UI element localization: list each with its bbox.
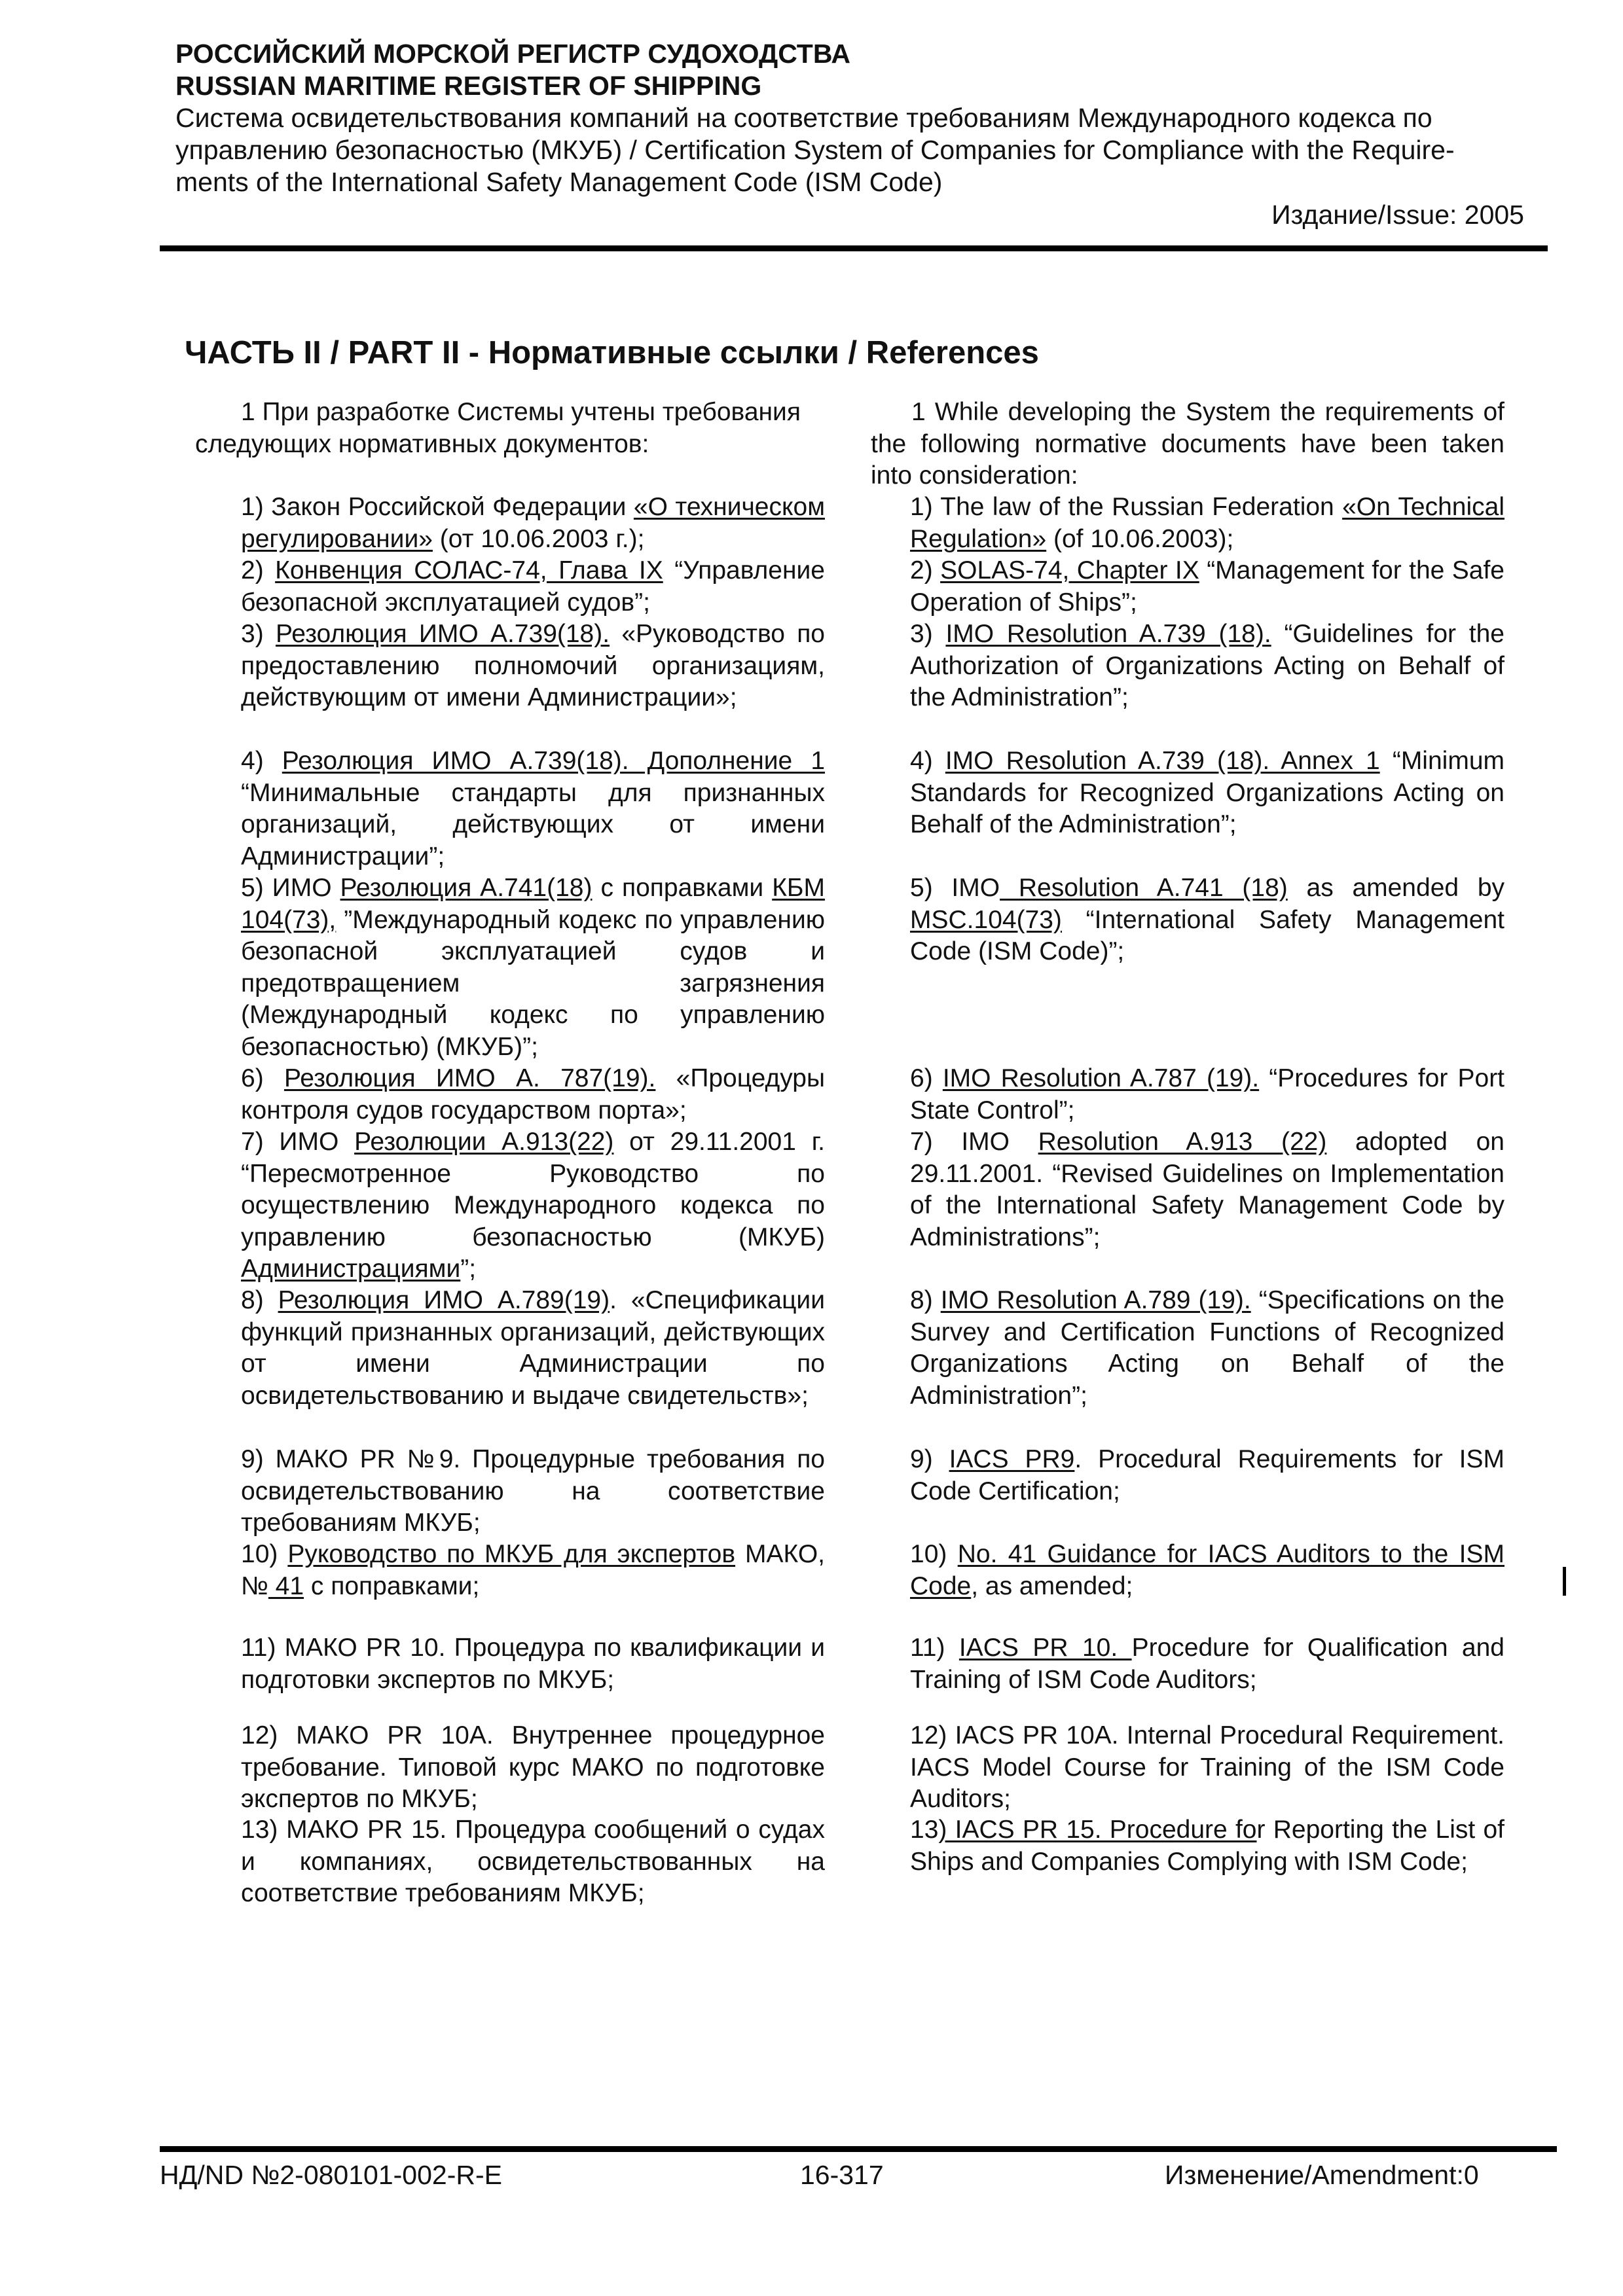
item-text: “Procedures for Port State Control”;	[910, 1064, 1505, 1124]
item-text: «Процедуры контроля судов государством порта»;	[241, 1064, 826, 1124]
ref-item-en-6	[910, 1063, 1504, 1126]
english-column	[871, 397, 1505, 1876]
org-name-en: RUSSIAN MARITIME REGISTER OF SHIPPING	[175, 71, 762, 101]
ref-item-en-11	[910, 1632, 1504, 1696]
item-text: 2)	[241, 556, 276, 584]
intro-en: 1 While developing the System the requirements of the following normative documents have been taken into consideration:	[871, 398, 1504, 490]
reference-link[interactable]: Конвенция СОЛАС-74, Глава IX	[275, 556, 663, 584]
reference-link[interactable]: «О техническом регулировании»	[241, 493, 826, 553]
reference-link[interactable]: SOLAS-74, Chapter IX	[940, 556, 1199, 584]
item-text: “Management for the Safe Operation of Ships”;	[910, 556, 1504, 617]
ref-item-en-13	[910, 1814, 1504, 1878]
item-text: “International Safety Management Code (ISM Code)”;	[910, 905, 1504, 965]
issue-label: Издание/Issue: 2005	[1271, 200, 1524, 230]
item-text: 11)	[910, 1634, 959, 1662]
ref-item-ru-9: 9) МАКО PR №9. Процедурные требования по освидетельствованию на соответствие требованиям МКУБ;	[241, 1445, 825, 1537]
item-text: 2)	[910, 556, 941, 584]
reference-link[interactable]: IMO Resolution A.739 (18).	[945, 620, 1271, 648]
item-text: 13	[910, 1816, 939, 1844]
ref-item-ru-8	[241, 1285, 825, 1412]
ref-item-en-8	[910, 1285, 1504, 1412]
ref-item-en-9	[910, 1444, 1504, 1507]
reference-link[interactable]: MSC.104(73)	[910, 905, 1062, 934]
item-text: 3)	[910, 620, 946, 648]
item-text: . «Спецификации функций признанных организаций, действующих от имени Администрации по освидетельствованию и выдаче свидетельств»;	[241, 1286, 825, 1410]
item-text: 1) The law of the Russian Federation	[910, 493, 1343, 521]
item-text: , as amended;	[971, 1571, 1133, 1600]
item-text: (от 10.06.2003 г.);	[432, 524, 645, 553]
reference-link[interactable]: 41	[268, 1571, 304, 1600]
item-text: 10)	[241, 1540, 288, 1568]
ref-item-ru-11: 11) МАКО PR 10. Процедура по квалификации и подготовки экспертов по МКУБ;	[241, 1634, 825, 1694]
item-text: ”;	[460, 1255, 477, 1283]
ref-item-ru-13: 13) МАКО PR 15. Процедура сообщений о судах и компаниях, освидетельствованных на соответствие требованиям МКУБ;	[241, 1816, 825, 1907]
ref-item-en-7	[910, 1126, 1504, 1253]
item-text: МАКО, №	[241, 1540, 826, 1600]
item-text: 7) IMO	[910, 1128, 1038, 1156]
ref-item-ru-7	[241, 1126, 825, 1285]
ref-item-ru-1	[241, 492, 825, 555]
reference-link[interactable]: ) IACS PR 15. Procedure fo	[938, 1816, 1257, 1844]
item-text: “Specifications on the Survey and Certification Functions of Recognized Organizations Acting on Behalf of the Administration”;	[910, 1286, 1505, 1410]
reference-link[interactable]: Resolution A.741 (18)	[1000, 874, 1288, 902]
revision-change-bar	[1563, 1567, 1566, 1596]
item-text: as amended by	[1287, 874, 1505, 902]
item-text: “Управление безопасной эксплуатацией судов”;	[241, 556, 825, 617]
reference-link[interactable]: Резолюция ИМО А.739(18).	[275, 620, 610, 648]
item-text: 7) ИМО	[241, 1128, 355, 1156]
part-title: ЧАСТЬ II / PART II - Нормативные ссылки / References	[185, 335, 1039, 370]
item-text: 5) ИМО	[241, 874, 340, 902]
item-text: “Минимальные стандарты для признанных организаций, действующих от имени Администрации”;	[241, 778, 825, 870]
ref-item-en-5	[910, 872, 1504, 968]
ref-item-ru-5	[241, 872, 825, 1063]
ref-item-ru-4	[241, 745, 825, 872]
document-header	[175, 38, 1524, 230]
item-text: 8)	[910, 1286, 941, 1314]
item-text: adopted on 29.11.2001. “Revised Guidelines on Implementation of the International Safety Management Code by Administrations”;	[910, 1128, 1504, 1251]
reference-link[interactable]: Резолюция ИМО А.739(18). Дополнение 1	[282, 747, 826, 775]
ref-item-en-1	[910, 492, 1504, 555]
item-text: 4)	[910, 747, 945, 775]
item-text: «Руководство по предоставлению полномочий организациям, действующим от имени Администрации»;	[241, 620, 825, 711]
org-name-ru: РОССИЙСКИЙ МОРСКОЙ РЕГИСТР СУДОХОДСТВА	[175, 39, 851, 69]
reference-link[interactable]: IMO Resolution A.739 (18). Annex 1	[945, 747, 1380, 775]
russian-column	[195, 397, 826, 1907]
item-text: 10)	[910, 1540, 958, 1568]
item-text: . Procedural Requirements for ISM Code Certification;	[910, 1445, 1505, 1505]
item-text: 4)	[241, 747, 282, 775]
system-title-line-1: Система освидетельствования компаний на соответствие требованиям Международного кодекса по	[175, 103, 1432, 133]
item-text: 5) IMO	[910, 874, 1000, 902]
ref-item-en-4	[910, 745, 1504, 841]
item-text: с поправками	[592, 874, 773, 902]
system-title-line-3: ments of the International Safety Management Code (ISM Code)	[175, 167, 943, 197]
reference-link[interactable]: Администрациями	[241, 1255, 461, 1283]
ref-item-en-3	[910, 619, 1504, 714]
item-text: 3)	[241, 620, 276, 648]
system-title-line-2: управлению безопасностью (МКУБ) / Certification System of Companies for Compliance with the Require-	[175, 135, 1455, 165]
reference-link[interactable]: No. 41 Guidance for IACS Auditors to the ISM Code	[910, 1540, 1504, 1600]
item-text: “Minimum Standards for Recognized Organizations Acting on Behalf of the Administration”;	[910, 747, 1504, 838]
ref-item-ru-6	[241, 1063, 825, 1126]
reference-link[interactable]: Резолюция ИМО А.789(19)	[278, 1286, 610, 1314]
ref-item-en-10	[910, 1539, 1504, 1602]
reference-link[interactable]: Резолюция А.741(18)	[340, 874, 593, 902]
ref-item-ru-3	[241, 619, 825, 714]
reference-link[interactable]: Резолюция ИМО А. 787(19).	[283, 1064, 656, 1092]
ref-item-ru-10	[241, 1539, 825, 1602]
ref-item-en-12: 12) IACS PR 10A. Internal Procedural Requirement. IACS Model Course for Training of the ISM Code Auditors;	[910, 1721, 1504, 1813]
item-text: от 29.11.2001 г. “Пересмотренное Руководство по осуществлению Международного кодекса по управлению безопасностью (МКУБ)	[241, 1128, 825, 1251]
item-text: 8)	[241, 1286, 278, 1314]
reference-link[interactable]: Resolution A.913 (22)	[1038, 1128, 1327, 1156]
item-text: 6)	[910, 1064, 943, 1092]
item-text: “Guidelines for the Authorization of Organizations Acting on Behalf of the Administration”;	[910, 620, 1504, 711]
item-text: (of 10.06.2003);	[1046, 524, 1234, 553]
item-text: ”Международный кодекс по управлению безопасной эксплуатацией судов и предотвращением загрязнения (Международный кодекс по управлению безопасностью) (МКУБ)”;	[241, 905, 825, 1061]
ref-item-ru-12: 12) МАКО PR 10А. Внутреннее процедурное требование. Типовой курс МАКО по подготовке экспертов по МКУБ;	[241, 1721, 825, 1813]
reference-link[interactable]: «On Technical Regulation»	[910, 493, 1505, 553]
item-text: с поправками;	[304, 1571, 480, 1600]
item-text: 6)	[241, 1064, 284, 1092]
reference-link[interactable]: IACS PR 10.	[958, 1634, 1132, 1662]
item-text: 9)	[910, 1445, 949, 1473]
item-text: Procedure for Qualification and Training of ISM Code Auditors;	[910, 1634, 1504, 1694]
footer-divider	[160, 2146, 1557, 2152]
reference-link[interactable]: КБМ 104(73),	[241, 874, 826, 934]
ref-item-en-2	[910, 555, 1504, 619]
header-divider	[160, 245, 1548, 251]
item-text: r Reporting the List of Ships and Companies Complying with ISM Code;	[910, 1816, 1504, 1876]
intro-ru: 1 При разработке Системы учтены требования следующих нормативных документов:	[195, 398, 801, 458]
reference-link[interactable]: Руководство по МКУБ для экспертов	[287, 1540, 736, 1568]
item-text: 1) Закон Российской Федерации	[241, 493, 634, 521]
ref-item-ru-2	[241, 555, 825, 619]
reference-link[interactable]: IMO Resolution A.789 (19).	[940, 1286, 1251, 1314]
reference-link[interactable]: Резолюции А.913(22)	[354, 1128, 614, 1156]
reference-link[interactable]: IACS PR9	[949, 1445, 1075, 1473]
footer-doc-number: НД/ND №2-080101-002-R-E	[160, 2160, 502, 2190]
footer-page-number: 16-317	[800, 2160, 884, 2190]
reference-link[interactable]: IMO Resolution A.787 (19).	[942, 1064, 1260, 1092]
footer-amendment: Изменение/Amendment:0	[1165, 2160, 1479, 2190]
